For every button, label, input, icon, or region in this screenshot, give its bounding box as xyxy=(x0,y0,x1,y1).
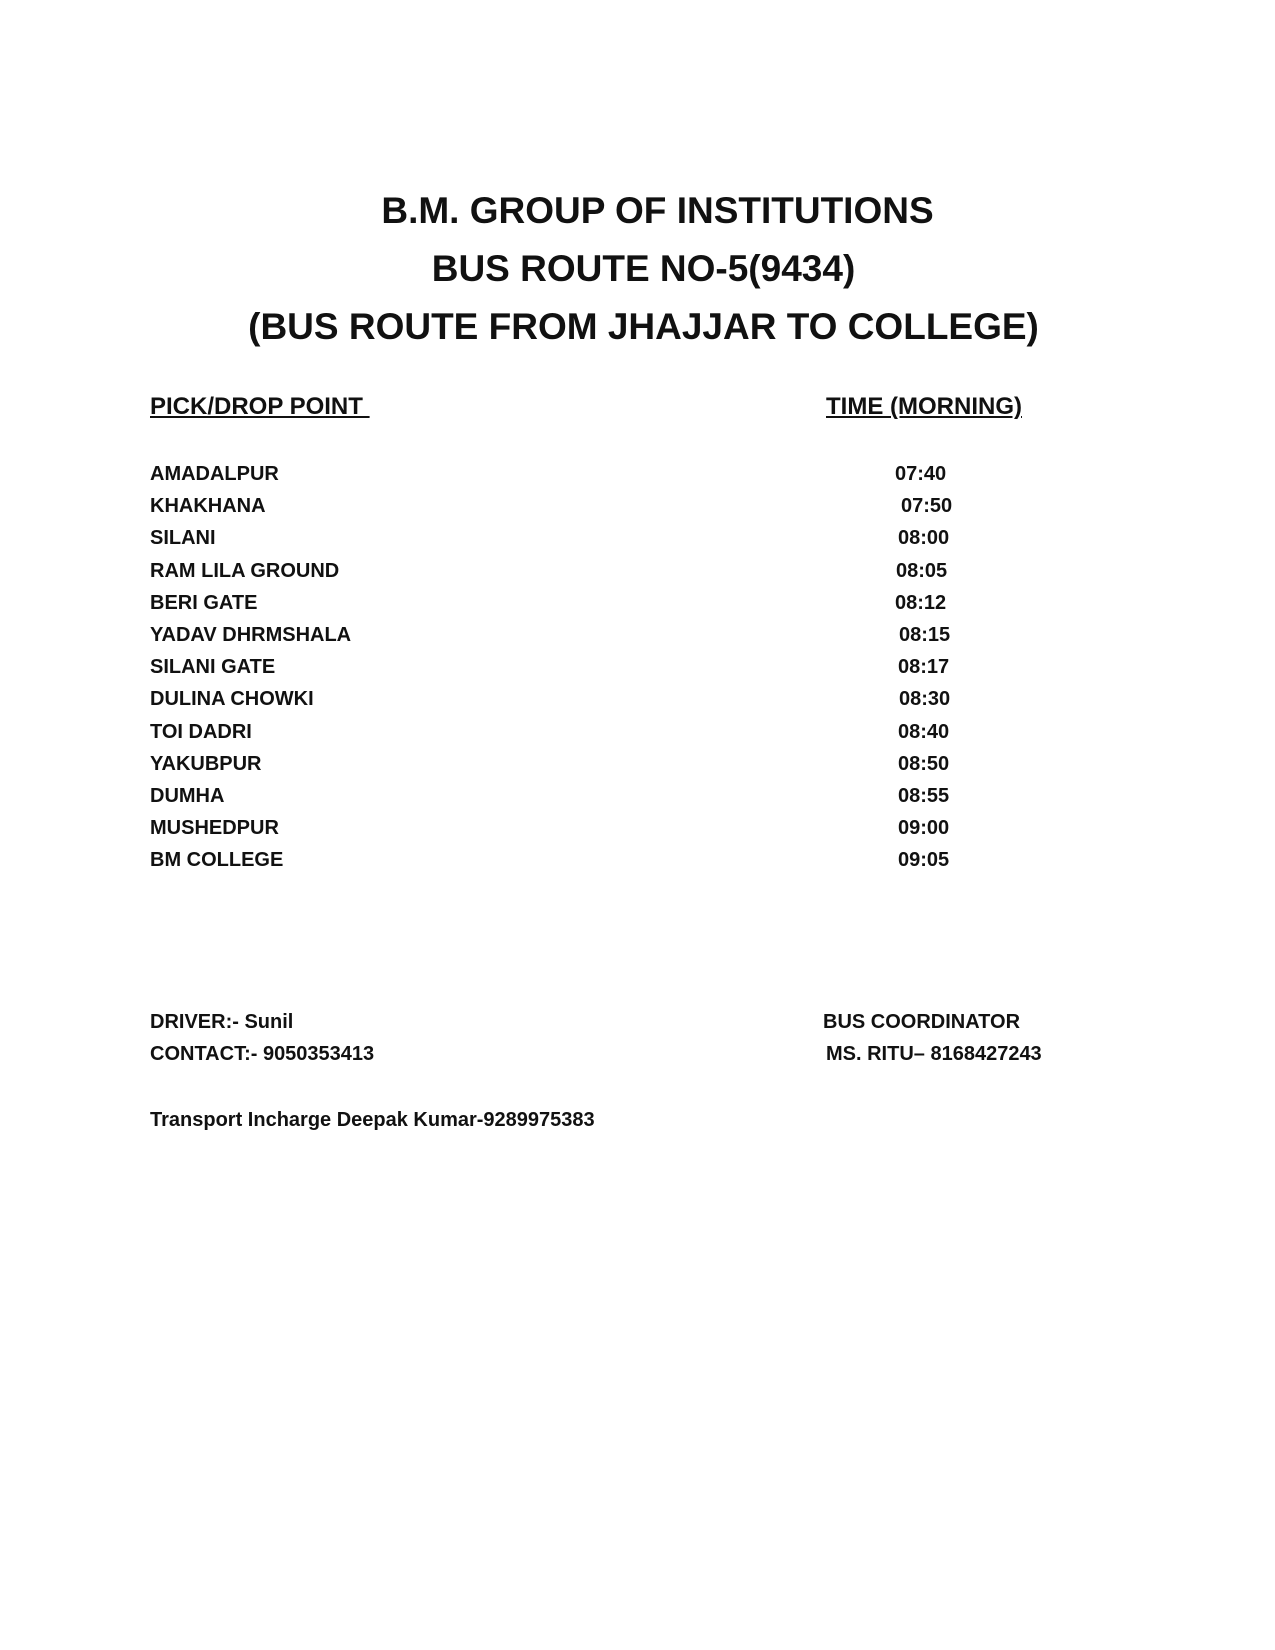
stop-row xyxy=(0,463,1275,495)
route-description-title: (BUS ROUTE FROM JHAJJAR TO COLLEGE) xyxy=(248,306,1039,347)
driver-name: DRIVER:- Sunil xyxy=(150,1011,294,1033)
stop-time: 07:50 xyxy=(901,495,953,518)
route-number-title: BUS ROUTE NO-5(9434) xyxy=(431,248,856,289)
stop-row xyxy=(0,817,1275,849)
stop-row xyxy=(0,688,1275,720)
stop-time: 08:50 xyxy=(898,752,950,775)
transport-incharge: Transport Incharge Deepak Kumar-9289975383 xyxy=(150,1109,595,1131)
stop-time: 08:15 xyxy=(899,623,951,646)
stop-name: YAKUBPUR xyxy=(150,752,262,775)
stop-row xyxy=(0,785,1275,817)
stop-row xyxy=(0,560,1275,592)
stop-row xyxy=(0,592,1275,624)
institution-title: B.M. GROUP OF INSTITUTIONS xyxy=(381,190,934,231)
stop-list xyxy=(0,463,1275,881)
stop-time: 09:05 xyxy=(898,849,950,872)
stop-name: SILANI xyxy=(150,527,216,550)
stop-row xyxy=(0,527,1275,559)
stop-time: 08:55 xyxy=(898,784,950,807)
stop-name: YADAV DHRMSHALA xyxy=(150,623,352,646)
stop-name: DUMHA xyxy=(150,784,225,807)
stop-name: BERI GATE xyxy=(150,591,258,614)
stop-time: 08:17 xyxy=(898,656,950,679)
stop-name: BM COLLEGE xyxy=(150,849,284,872)
stop-time: 08:12 xyxy=(895,591,947,614)
stop-name: DULINA CHOWKI xyxy=(150,688,314,711)
driver-contact: CONTACT:- 9050353413 xyxy=(150,1043,375,1065)
stop-time: 08:00 xyxy=(898,527,950,550)
document-title-block xyxy=(0,182,1275,356)
stop-name: RAM LILA GROUND xyxy=(150,559,340,582)
pick-drop-point-header: PICK/DROP POINT xyxy=(150,393,370,420)
stop-name: SILANI GATE xyxy=(150,656,276,679)
bus-coordinator-label: BUS COORDINATOR xyxy=(823,1011,1021,1033)
stop-row xyxy=(0,624,1275,656)
stop-time: 09:00 xyxy=(898,817,950,840)
stop-row xyxy=(0,849,1275,881)
stop-time: 08:30 xyxy=(899,688,951,711)
stop-name: KHAKHANA xyxy=(150,495,266,518)
stop-name: AMADALPUR xyxy=(150,463,279,485)
bus-coordinator-contact: MS. RITU– 8168427243 xyxy=(826,1043,1042,1065)
stop-time: 08:05 xyxy=(896,559,948,582)
stop-time: 08:40 xyxy=(898,720,950,743)
stop-row xyxy=(0,753,1275,785)
stop-time: 07:40 xyxy=(895,463,947,485)
time-morning-header: TIME (MORNING) xyxy=(826,393,1022,420)
stop-row xyxy=(0,656,1275,688)
stop-row xyxy=(0,721,1275,753)
stop-row xyxy=(0,495,1275,527)
stop-name: TOI DADRI xyxy=(150,720,252,743)
stop-name: MUSHEDPUR xyxy=(150,817,279,840)
